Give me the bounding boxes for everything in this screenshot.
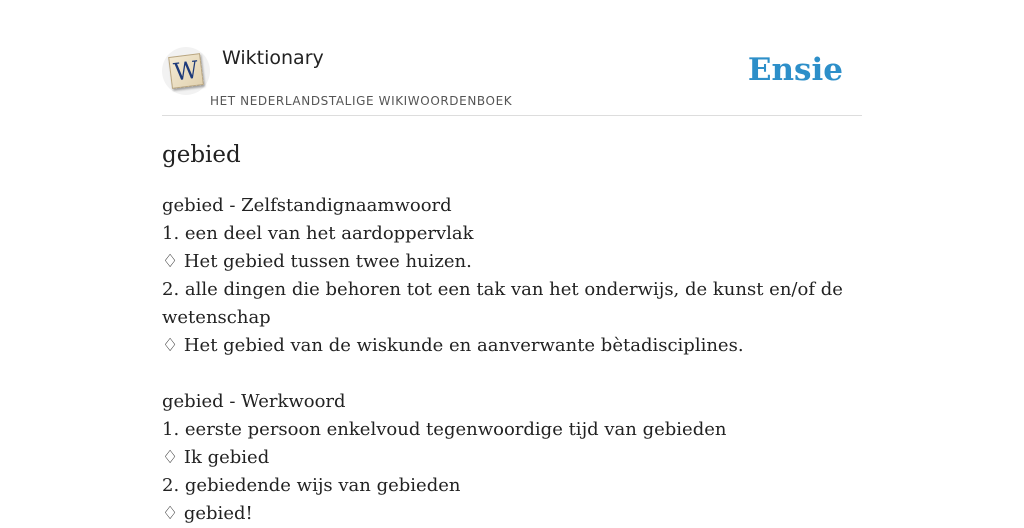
- ensie-brand-link[interactable]: Ensie: [747, 52, 843, 88]
- example-line: ♢ Ik gebied: [162, 447, 270, 468]
- logo-tile: [168, 53, 204, 89]
- section-heading: gebied - Werkwoord: [162, 391, 346, 412]
- site-title[interactable]: Wiktionary: [222, 47, 324, 69]
- site-subtitle: HET NEDERLANDSTALIGE WIKIWOORDENBOEK: [210, 94, 513, 108]
- page-title: gebied: [162, 142, 241, 168]
- section-spacer: [162, 360, 862, 388]
- example-line: ♢ Het gebied tussen twee huizen.: [162, 251, 472, 272]
- site-header: [162, 0, 862, 116]
- definition-line: 1. een deel van het aardoppervlak: [162, 223, 474, 244]
- example-line: ♢ Het gebied van de wiskunde en aanverwante bètadisciplines.: [162, 335, 744, 356]
- page-container: [162, 0, 862, 524]
- example-line: ♢ gebied!: [162, 503, 253, 524]
- wiktionary-logo-icon[interactable]: [162, 47, 210, 95]
- definition-line: 2. gebiedende wijs van gebieden: [162, 475, 461, 496]
- definition-line: 2. alle dingen die behoren tot een tak van het onderwijs, de kunst en/of de wetenschap: [162, 279, 843, 328]
- entry-content: [162, 192, 862, 528]
- definition-line: 1. eerste persoon enkelvoud tegenwoordige tijd van gebieden: [162, 419, 727, 440]
- logo-letter: W: [172, 55, 200, 87]
- section-heading: gebied - Zelfstandignaamwoord: [162, 195, 452, 216]
